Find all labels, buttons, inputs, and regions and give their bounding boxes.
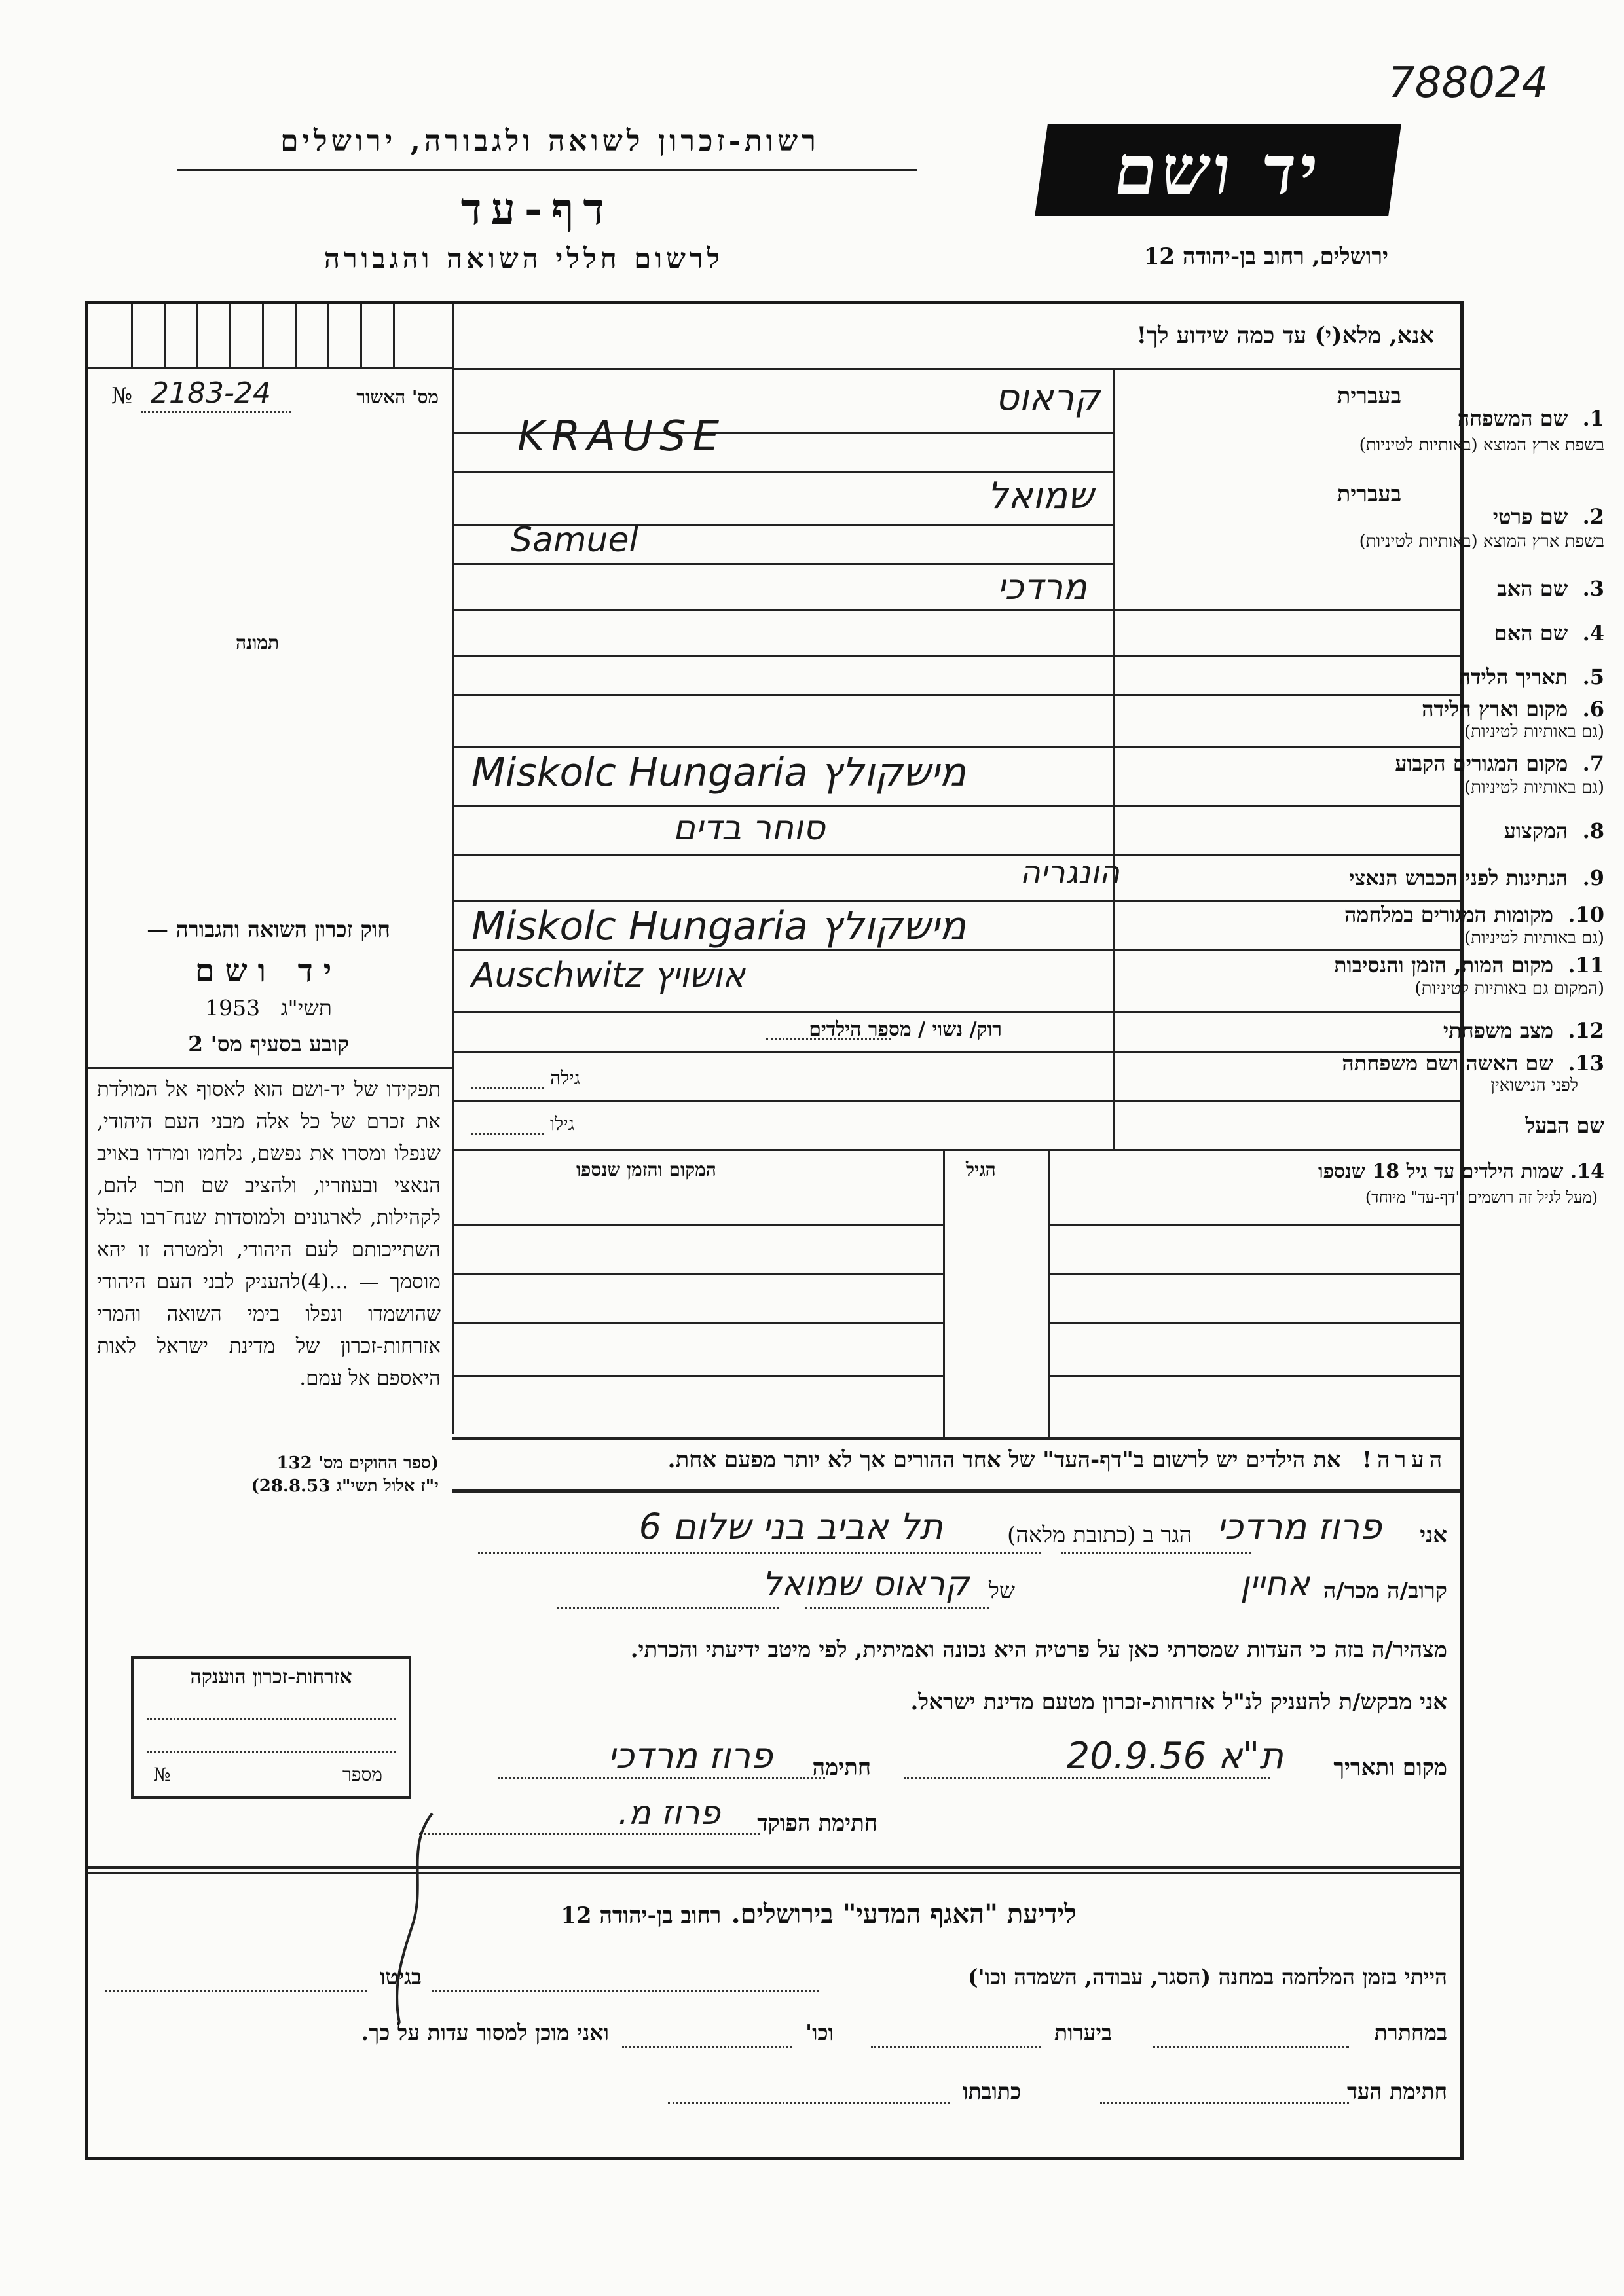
field-8-label-text: המקצוע <box>1504 818 1568 843</box>
decl-place-date-value: ת"א 20.9.56 <box>1066 1735 1283 1777</box>
field-1-label <box>1458 406 1604 431</box>
field-1-value-lat: KRAUSE <box>517 412 726 461</box>
field-8-label <box>1504 818 1604 843</box>
field-11-num: 11. <box>1568 953 1604 977</box>
field-11-label-text: מקום המות, הזמן והנסיבות <box>1333 953 1554 977</box>
law-year-number: 1953 <box>205 995 261 1021</box>
yad-vashem-logo: יד ושם <box>1035 124 1401 216</box>
decl-place-date-label: מקום ותאריך <box>1333 1755 1447 1781</box>
field-7-sub: (גם באותיות לטיניות) <box>1464 778 1604 797</box>
law-section: קובע בסעיף מס' 2 <box>188 1031 349 1057</box>
intro-text: אנא, מלא(י) עד כמה שידוע לך! <box>1136 322 1434 349</box>
decl-statement: מצהיר/ה בזה כי העדות שמסרתי כאן על פרטיה היא נכונה ואמיתית, לפי מיטב ידיעתי והכרתי. <box>630 1637 1447 1663</box>
wife-age-label: גילה <box>550 1067 580 1089</box>
field-8-value: סוחר בדים <box>673 809 825 848</box>
decl-officer-value: פרוז מ. <box>618 1794 720 1832</box>
law-text: תפקידו של יד-ושם הוא לאסוף אל המולדת את זכרם של כל אלה מבני העם היהודי, שנפלו ומסרו את נפשם, נלחמו ומרדו באויב הנאצי ובעוזריו, ולהציב שם וזכר להם, לקהילות, לארגונים ולמוסדות שנח־רבו בגלל השתייכותם לעם היהודי, ולמטרה זו יהא מוסמך — ...(4)להעניק לבני העם היהודי שהושמדו ונפלו בימי השואה והמרי אזרחות-זכרון של מדינת ישראל לאות היאספם אל עמם. <box>97 1078 441 1390</box>
field-5-num: 5. <box>1582 665 1604 689</box>
note-text: את הילדים יש לרשום ב"דף-העד" של אחד ההורים אך לא יותר מפעם אחת. <box>667 1447 1341 1473</box>
field-6-label <box>1422 697 1604 721</box>
field-2-num: 2. <box>1582 504 1604 529</box>
footer-line1-b: בגיטו <box>380 1964 422 1990</box>
field-2-sub: בשפת ארץ המוצא (באותיות לטיניות) <box>1359 532 1604 551</box>
field-3-num: 3. <box>1582 576 1604 601</box>
law-year <box>92 995 445 1021</box>
field-2-lang: בעברית <box>1337 481 1401 507</box>
field-7-label <box>1395 751 1604 776</box>
citizenship-number-prefix: № <box>153 1764 171 1785</box>
field-1-sub: בשפת ארץ המוצא (באותיות לטיניות) <box>1359 435 1604 455</box>
field-10-num: 10. <box>1568 902 1604 927</box>
archive-number: 788024 <box>1388 59 1549 107</box>
children-num: 14. <box>1570 1160 1604 1183</box>
footer-line2-c: וכו' <box>805 2020 834 2045</box>
footer-title-row <box>458 1899 1179 1929</box>
field-8-num: 8. <box>1582 818 1604 843</box>
field-13-num: 13. <box>1568 1051 1604 1076</box>
field-9-label <box>1349 866 1604 890</box>
law-logo: יד ושם <box>194 953 342 989</box>
decl-address-value: תל אביב בני שלום 6 <box>638 1506 943 1547</box>
decl-of-value: קראוס שמואל <box>762 1565 969 1604</box>
footer-line3-b: כתובתו <box>963 2079 1022 2104</box>
address-top: ירושלים, רחוב בן-יהודה 12 <box>1143 244 1388 270</box>
field-13-label <box>1342 1051 1604 1076</box>
field-1-label-text: שם המשפחה <box>1457 406 1568 431</box>
field-10-label-text: מקומות המגורים במלחמה <box>1344 902 1554 927</box>
field-12-num: 12. <box>1568 1018 1604 1043</box>
husband-label: שם הבעל <box>1525 1113 1604 1138</box>
decl-relative-label: קרוב/ה מכר/ה <box>1323 1578 1447 1604</box>
children-label <box>1318 1160 1604 1183</box>
decl-signature-label: חתימה <box>812 1755 871 1781</box>
field-4-label-text: שם האם <box>1494 621 1568 646</box>
children-col-place: המקום והזמן שנספו <box>576 1159 716 1180</box>
approval-prefix: № <box>111 383 133 409</box>
field-9-label-text: הנתינות לפני הכבוש הנאצי <box>1349 866 1568 890</box>
field-4-label <box>1494 621 1604 646</box>
footer-title: לידיעת "האגף המדעי" בירושלים. <box>731 1899 1077 1929</box>
approval-label: מס' האשור <box>356 386 439 408</box>
decl-resides-label: הגר ב (כתובת מלאה) <box>1006 1522 1192 1548</box>
law-ref-2: י"ז אלול תשי"ג 28.8.53) <box>251 1476 439 1496</box>
decl-relation-value: אחיין <box>1240 1565 1310 1604</box>
law-year-hebrew: תשי"ג <box>280 995 332 1021</box>
field-13-sub: לפני הנישואין <box>1490 1076 1578 1095</box>
approval-number: 2183-24 <box>151 376 271 410</box>
field-7-num: 7. <box>1582 751 1604 776</box>
decl-of-label: של <box>989 1578 1015 1604</box>
children-sub: (מעל לגיל זה רושמים "דף-עד" מיוחד) <box>1365 1188 1598 1207</box>
decl-name-value: פרוז מרדכי <box>1216 1506 1382 1547</box>
field-10-sub: (גם באותיות לטיניות) <box>1464 928 1604 948</box>
field-10-value: Miskolc Hungaria מישקולץ <box>471 903 967 949</box>
field-2-label <box>1493 504 1604 529</box>
field-7-value: Miskolc Hungaria מישקולץ <box>471 750 967 795</box>
citizenship-number-label: מספר <box>342 1764 382 1785</box>
form-subtitle: לרשום חללי השואה והגבורה <box>323 242 724 274</box>
husband-age-label: גילו <box>550 1113 574 1135</box>
field-12-label <box>1443 1018 1604 1043</box>
field-1-num: 1. <box>1582 406 1604 431</box>
field-3-label <box>1497 576 1604 601</box>
photo-label: תמונה <box>236 632 280 653</box>
decl-i-label: אני <box>1420 1522 1447 1548</box>
children-col-age: הגיל <box>966 1159 996 1180</box>
footer-line2-d: ואני מוכן למסור עדות על כך. <box>361 2020 609 2045</box>
left-column-border <box>452 304 454 1434</box>
field-2-value-lat: Samuel <box>511 520 638 560</box>
field-5-label <box>1459 665 1604 689</box>
field-12-label-text: מצב משפחתי <box>1443 1018 1554 1043</box>
children-label-text: שמות הילדים עד גיל 18 שנספו <box>1318 1160 1564 1183</box>
footer-line2-a: במחתרת <box>1374 2020 1447 2045</box>
footer-address: רחוב בן-יהודה 12 <box>561 1903 722 1929</box>
field-11-label <box>1334 953 1604 977</box>
field-3-value: מרדכי <box>997 566 1087 608</box>
authority-underline <box>177 169 917 171</box>
note-row <box>668 1447 1447 1473</box>
field-6-sub: (גם באותיות לטיניות) <box>1464 722 1604 742</box>
field-4-num: 4. <box>1582 621 1604 646</box>
field-9-value: הונגריה <box>1020 854 1120 891</box>
field-1-value-he: קראוס <box>995 376 1100 419</box>
field-6-label-text: מקום וארץ הלידה <box>1422 697 1568 721</box>
field-7-label-text: מקום המגורים הקבוע <box>1395 751 1568 776</box>
footer-line3-a: חתימת העד <box>1346 2079 1447 2104</box>
field-5-label-text: תאריך הלידה <box>1458 665 1568 689</box>
decl-signature-value: פרוז מרדכי <box>607 1735 773 1776</box>
law-title: חוק זכרון השואה והגבורה — <box>147 917 390 942</box>
field-10-label <box>1344 902 1604 927</box>
field-2-label-text: שם פרטי <box>1492 504 1568 529</box>
citizenship-box <box>131 1656 411 1799</box>
top-left-cell-line <box>88 367 452 369</box>
decl-request: אני מבקש/ת להעניק לנ"ל אזרחות-זכרון מטעם מדינת ישראל. <box>910 1689 1447 1715</box>
note-label: הערה! <box>1362 1447 1447 1473</box>
field-11-value: Auschwitz אושויץ <box>471 956 745 995</box>
citizenship-box-title: אזרחות-זכרון הוענקה <box>190 1666 352 1688</box>
form-title: דף-עד <box>460 183 614 234</box>
authority-title: רשות-זכרון לשואה ולגבורה, ירושלים <box>280 124 820 158</box>
field-11-sub: (המקום גם באותיות לטיניות) <box>1414 979 1604 998</box>
labels-column-border <box>1113 368 1115 1150</box>
field-3-label-text: שם האב <box>1497 576 1568 601</box>
footer-line2-b: ביערות <box>1054 2020 1113 2045</box>
field-2-value-he: שמואל <box>987 475 1094 517</box>
footer-line1-a: הייתי בזמן המלחמה במחנה (הסגר, עבודה, השמדה וכו') <box>967 1964 1447 1990</box>
field-6-num: 6. <box>1582 697 1604 721</box>
law-ref-1: (ספר החוקים מס' 132 <box>276 1453 439 1473</box>
field-1-lang: בעברית <box>1337 383 1401 409</box>
signature-stroke <box>367 1807 445 2030</box>
field-12-value: רוק/ נשוי / מספר הילדים <box>809 1018 1002 1041</box>
decl-officer-label: חתימת הפוקד <box>757 1810 877 1836</box>
field-9-num: 9. <box>1582 866 1604 890</box>
field-13-label-text: שם האשה ושם משפחתה <box>1342 1051 1554 1076</box>
